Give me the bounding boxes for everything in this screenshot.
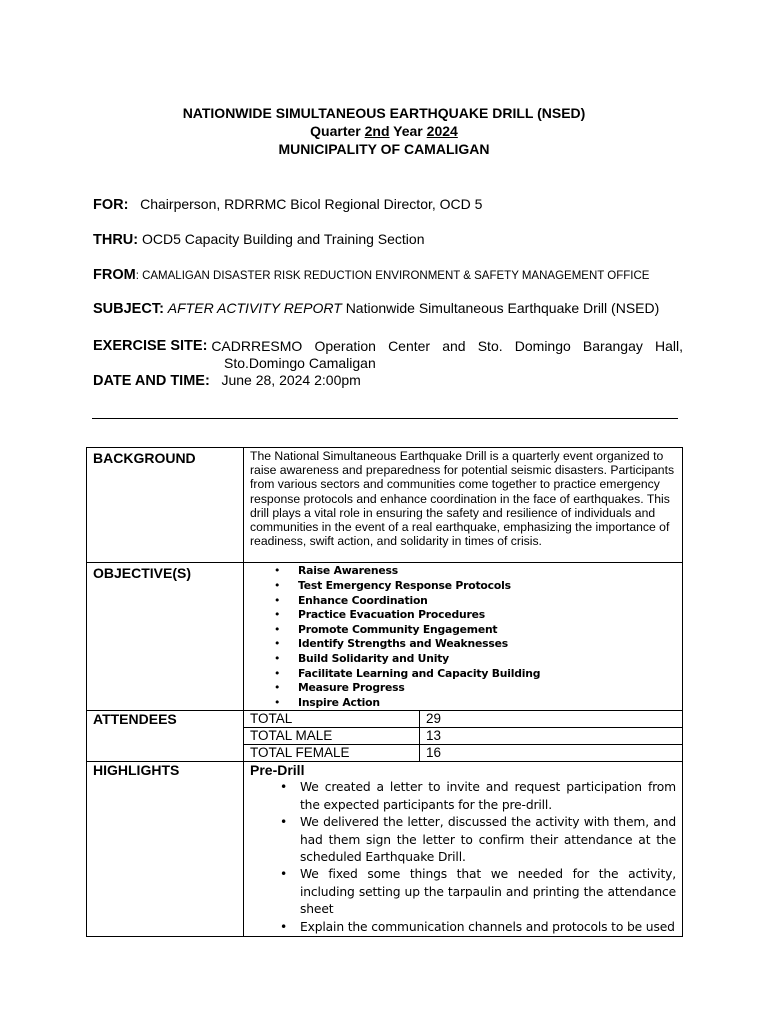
date-value: June 28, 2024 2:00pm bbox=[221, 372, 361, 388]
from-value: : CAMALIGAN DISASTER RISK REDUCTION ENVIRONMENT & SAFETY MANAGEMENT OFFICE bbox=[135, 270, 650, 282]
list-item: • Inspire Action bbox=[274, 696, 682, 711]
subject-value: Nationwide Simultaneous Earthquake Drill (NSED) bbox=[345, 300, 660, 316]
attendee-male-value: 13 bbox=[420, 728, 683, 745]
background-text: The National Simultaneous Earthquake Drill is a quarterly event organized to raise awareness and preparedness for potential seismic disasters. Participants from various sectors and communities come together to practice emergency response protocols and enhance coordination in the face of earthquakes. This drill plays a vital role in ensuring the safety and resilience of individuals and communities in the event of a real earthquake, emphasizing the importance of readiness, swift action, and solidarity in times of crisis. bbox=[244, 448, 683, 563]
for-row bbox=[93, 196, 683, 214]
subject-row bbox=[93, 300, 683, 318]
background-label: BACKGROUND bbox=[87, 448, 244, 563]
highlights-title: Pre-Drill bbox=[250, 762, 305, 779]
site-value-2: Sto.Domingo Camaligan bbox=[224, 355, 376, 371]
title-line-3: MUNICIPALITY OF CAMALIGAN bbox=[278, 141, 490, 157]
date-row bbox=[93, 372, 683, 390]
table-row bbox=[244, 711, 682, 728]
list-item: • Measure Progress bbox=[274, 681, 682, 696]
list-item: • Raise Awareness bbox=[274, 564, 682, 579]
list-item: • Identify Strengths and Weaknesses bbox=[274, 637, 682, 652]
subject-italic: AFTER ACTIVITY REPORT bbox=[167, 300, 342, 316]
year-word: Year bbox=[393, 123, 423, 139]
objectives-row bbox=[87, 563, 683, 711]
year-value: 2024 bbox=[426, 123, 458, 139]
background-row bbox=[87, 448, 683, 563]
thru-row bbox=[93, 231, 683, 249]
table-row bbox=[244, 728, 682, 745]
highlights-cell bbox=[244, 762, 683, 937]
report-table bbox=[86, 447, 683, 937]
list-item: • We created a letter to invite and request participation from the expected participants for the pre-drill. bbox=[280, 779, 676, 814]
attendees-cell bbox=[244, 711, 683, 762]
list-item: • Practice Evacuation Procedures bbox=[274, 608, 682, 623]
list-item: • We delivered the letter, discussed the activity with them, and had them sign the letter to confirm their attendance at the scheduled Earthquake Drill. bbox=[280, 814, 676, 866]
list-item: • Promote Community Engagement bbox=[274, 623, 682, 638]
list-item: • We fixed some things that we needed for the activity, including setting up the tarpaulin and printing the attendance sheet bbox=[280, 866, 676, 918]
for-value: Chairperson, RDRRMC Bicol Regional Director, OCD 5 bbox=[140, 196, 483, 212]
attendees-row bbox=[87, 711, 683, 762]
site-value-1: CADRRESMO Operation Center and Sto. Domingo Barangay Hall, bbox=[211, 338, 683, 354]
report-title bbox=[0, 104, 768, 158]
attendee-total-label: TOTAL bbox=[244, 711, 420, 728]
horizontal-divider bbox=[92, 418, 678, 419]
attendee-total-value: 29 bbox=[420, 711, 683, 728]
from-label: FROM bbox=[93, 267, 136, 283]
highlights-label: HIGHLIGHTS bbox=[87, 762, 244, 937]
list-item: • Enhance Coordination bbox=[274, 594, 682, 609]
for-label: FOR: bbox=[93, 197, 129, 213]
exercise-site-row bbox=[93, 338, 683, 372]
attendees-table bbox=[244, 711, 682, 761]
list-item: • Test Emergency Response Protocols bbox=[274, 579, 682, 594]
thru-label: THRU: bbox=[93, 232, 139, 248]
highlights-row bbox=[87, 762, 683, 937]
quarter-value: 2nd bbox=[364, 123, 390, 139]
title-line-1: NATIONWIDE SIMULTANEOUS EARTHQUAKE DRILL (NSED) bbox=[182, 105, 586, 121]
title-line-2 bbox=[0, 122, 768, 140]
table-row bbox=[244, 745, 682, 762]
objectives-list bbox=[244, 564, 682, 710]
attendee-male-label: TOTAL MALE bbox=[244, 728, 420, 745]
highlights-list bbox=[244, 779, 682, 936]
objectives-cell bbox=[244, 563, 683, 711]
list-item: • Build Solidarity and Unity bbox=[274, 652, 682, 667]
from-row bbox=[93, 266, 683, 285]
subject-label: SUBJECT: bbox=[93, 301, 164, 317]
attendees-label: ATTENDEES bbox=[87, 711, 244, 762]
date-label: DATE AND TIME: bbox=[93, 373, 210, 389]
objectives-label: OBJECTIVE(S) bbox=[87, 563, 244, 711]
thru-value: OCD5 Capacity Building and Training Section bbox=[142, 231, 425, 247]
quarter-word: Quarter bbox=[310, 123, 361, 139]
site-label: EXERCISE SITE: bbox=[93, 338, 208, 354]
attendee-female-label: TOTAL FEMALE bbox=[244, 745, 420, 762]
attendee-female-value: 16 bbox=[426, 745, 442, 761]
list-item: • Facilitate Learning and Capacity Building bbox=[274, 667, 682, 682]
list-item: • Explain the communication channels and protocols to be used bbox=[280, 919, 676, 936]
